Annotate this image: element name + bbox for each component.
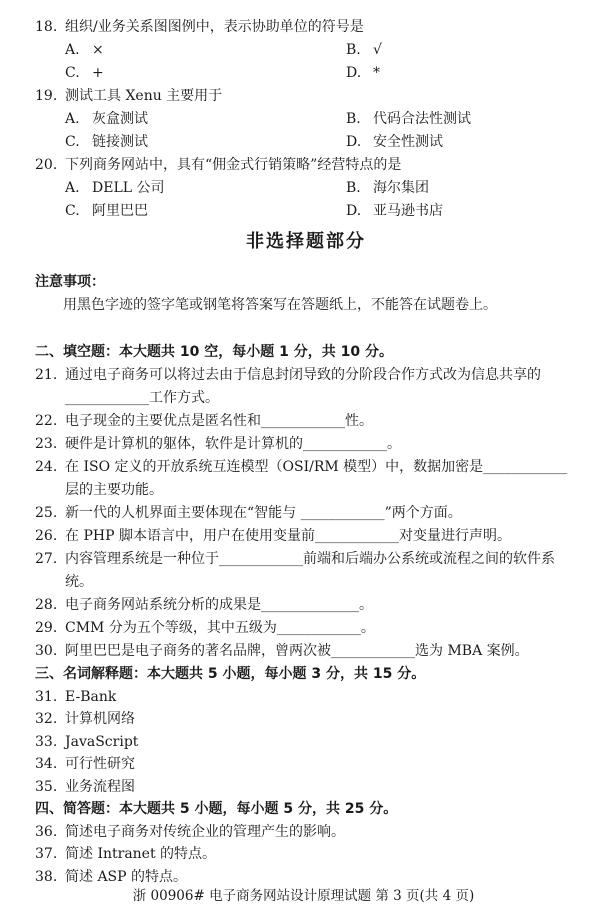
mcq-question-19 xyxy=(35,85,577,108)
fill-question-28 xyxy=(35,594,577,617)
question-text: 计算机网络 xyxy=(65,711,135,727)
option-text: 灰盒测试 xyxy=(92,111,148,127)
option-a xyxy=(65,108,346,131)
option-b xyxy=(346,177,429,200)
question-stem: 测试工具 Xenu 主要用于 xyxy=(65,88,223,104)
question-number: 36. xyxy=(35,823,58,840)
mcq-options-row xyxy=(35,62,577,85)
option-text: 安全性测试 xyxy=(373,134,443,150)
question-number: 26. xyxy=(35,528,58,544)
term-question-35 xyxy=(35,776,577,799)
question-number: 31. xyxy=(35,688,58,705)
fill-question-27-cont xyxy=(35,571,577,594)
notice-body: 用黑色字迹的签字笔或钢笔将答案写在答题纸上，不能答在试题卷上。 xyxy=(63,297,497,313)
mcq-question-20 xyxy=(35,154,577,177)
question-text: 在 ISO 定义的开放系统互连模型（OSI/RM 模型）中，数据加密是____________ xyxy=(65,459,568,475)
option-text: DELL 公司 xyxy=(92,180,165,196)
mcq-options-row xyxy=(35,177,577,200)
mcq-question-18 xyxy=(35,16,577,39)
section-heading-short: 四、简答题：本大题共 5 小题，每小题 5 分，共 25 分。 xyxy=(35,801,398,817)
option-text: 链接测试 xyxy=(92,134,148,150)
option-label: D. xyxy=(346,134,362,150)
fill-question-21-cont xyxy=(35,387,577,410)
question-number: 20. xyxy=(35,157,58,173)
question-number: 30. xyxy=(35,643,58,659)
option-a xyxy=(65,39,346,62)
question-number: 29. xyxy=(35,620,58,636)
mcq-options-row xyxy=(35,39,577,62)
short-question-38 xyxy=(35,866,577,889)
question-text: ____________工作方式。 xyxy=(65,390,219,406)
option-d xyxy=(346,131,443,154)
fill-question-26 xyxy=(35,525,577,548)
option-label: B. xyxy=(346,42,361,58)
question-number: 38. xyxy=(35,868,58,885)
question-text: 通过电子商务可以将过去由于信息封闭导致的分阶段合作方式改为信息共享的 xyxy=(65,367,541,383)
question-number: 25. xyxy=(35,505,58,521)
option-label: D. xyxy=(346,65,362,81)
fill-question-27 xyxy=(35,548,577,571)
term-question-33 xyxy=(35,731,577,754)
terms-section xyxy=(35,663,577,888)
question-stem: 组织/业务关系图图例中，表示协助单位的符号是 xyxy=(65,19,364,35)
question-number: 23. xyxy=(35,436,58,452)
question-text: 新一代的人机界面主要体现在“智能与 ____________”两个方面。 xyxy=(65,505,462,521)
section-heading-fill: 二、填空题：本大题共 10 空，每小题 1 分，共 10 分。 xyxy=(35,344,393,360)
option-text: × xyxy=(92,42,104,58)
fill-question-25 xyxy=(35,502,577,525)
question-text: 统。 xyxy=(65,574,93,590)
question-text: 电子商务网站系统分析的成果是______________。 xyxy=(65,597,373,613)
option-d xyxy=(346,62,380,85)
fill-question-22 xyxy=(35,410,577,433)
option-label: C. xyxy=(65,134,80,150)
question-text: 层的主要功能。 xyxy=(65,482,163,498)
question-number: 18. xyxy=(35,19,58,35)
question-text: 在 PHP 脚本语言中，用户在使用变量前____________对变量进行声明。 xyxy=(65,528,511,544)
option-text: + xyxy=(92,65,104,81)
short-question-37 xyxy=(35,843,577,866)
question-text: 业务流程图 xyxy=(65,778,135,795)
question-number: 34. xyxy=(35,756,58,772)
question-number: 35. xyxy=(35,778,58,795)
question-text: CMM 分为五个等级，其中五级为____________。 xyxy=(65,620,375,636)
question-text: 内容管理系统是一种位于____________前端和后端办公系统或流程之间的软件系 xyxy=(65,551,555,567)
fill-question-23 xyxy=(35,433,577,456)
option-b xyxy=(346,39,382,62)
term-question-32 xyxy=(35,708,577,731)
fill-question-30 xyxy=(35,640,577,663)
question-text: 阿里巴巴是电子商务的著名品牌，曾两次被____________选为 MBA 案例。 xyxy=(65,643,529,659)
fill-question-21 xyxy=(35,364,577,387)
option-label: C. xyxy=(65,203,80,219)
option-text: 代码合法性测试 xyxy=(373,111,471,127)
option-a xyxy=(65,177,346,200)
fill-question-29 xyxy=(35,617,577,640)
notice-title: 注意事项： xyxy=(35,274,105,290)
question-number: 24. xyxy=(35,459,58,475)
question-text: 简述 Intranet 的特点。 xyxy=(65,846,217,862)
option-text: 阿里巴巴 xyxy=(92,203,148,219)
option-d xyxy=(346,200,443,223)
question-number: 28. xyxy=(35,597,58,613)
option-label: D. xyxy=(346,203,362,219)
term-question-31 xyxy=(35,686,577,709)
question-text: E-Bank xyxy=(65,688,117,705)
term-question-34 xyxy=(35,753,577,776)
option-label: B. xyxy=(346,111,361,127)
option-text: √ xyxy=(373,42,382,58)
option-label: A. xyxy=(65,180,80,196)
option-b xyxy=(346,108,471,131)
vertical-spacer xyxy=(35,317,577,341)
option-c xyxy=(65,200,346,223)
short-question-36 xyxy=(35,821,577,844)
question-number-spacer xyxy=(35,571,65,594)
question-number-spacer xyxy=(35,387,65,410)
question-text: 硬件是计算机的躯体，软件是计算机的____________。 xyxy=(65,436,401,452)
page-footer: 浙 00906# 电子商务网站设计原理试题 第 3 页(共 4 页) xyxy=(132,888,475,904)
mcq-options-row xyxy=(35,200,577,223)
option-label: B. xyxy=(346,180,361,196)
option-c xyxy=(65,131,346,154)
question-text: JavaScript xyxy=(65,733,139,750)
question-number: 33. xyxy=(35,733,58,750)
section-heading-terms: 三、名词解释题：本大题共 5 小题，每小题 3 分，共 15 分。 xyxy=(35,666,426,682)
option-text: * xyxy=(373,65,380,81)
option-label: A. xyxy=(65,111,80,127)
mcq-options-row xyxy=(35,131,577,154)
question-number: 32. xyxy=(35,711,58,727)
option-text: 海尔集团 xyxy=(373,180,429,196)
option-c xyxy=(65,62,346,85)
question-number: 37. xyxy=(35,846,58,862)
fill-question-24-cont xyxy=(35,479,577,502)
question-number: 19. xyxy=(35,88,58,104)
fill-question-24 xyxy=(35,456,577,479)
question-text: 简述电子商务对传统企业的管理产生的影响。 xyxy=(65,823,345,840)
question-text: 电子现金的主要优点是匿名性和____________性。 xyxy=(65,413,373,429)
option-text: 亚马逊书店 xyxy=(373,203,443,219)
question-text: 简述 ASP 的特点。 xyxy=(65,868,188,885)
question-number: 21. xyxy=(35,367,58,383)
nonchoice-part-title: 非选择题部分 xyxy=(246,231,366,252)
question-stem: 下列商务网站中，具有“佣金式行销策略”经营特点的是 xyxy=(65,157,402,173)
question-text: 可行性研究 xyxy=(65,756,135,772)
question-number-spacer xyxy=(35,479,65,502)
question-number: 22. xyxy=(35,413,58,429)
mcq-options-row xyxy=(35,108,577,131)
option-label: A. xyxy=(65,42,80,58)
option-label: C. xyxy=(65,65,80,81)
question-number: 27. xyxy=(35,551,58,567)
